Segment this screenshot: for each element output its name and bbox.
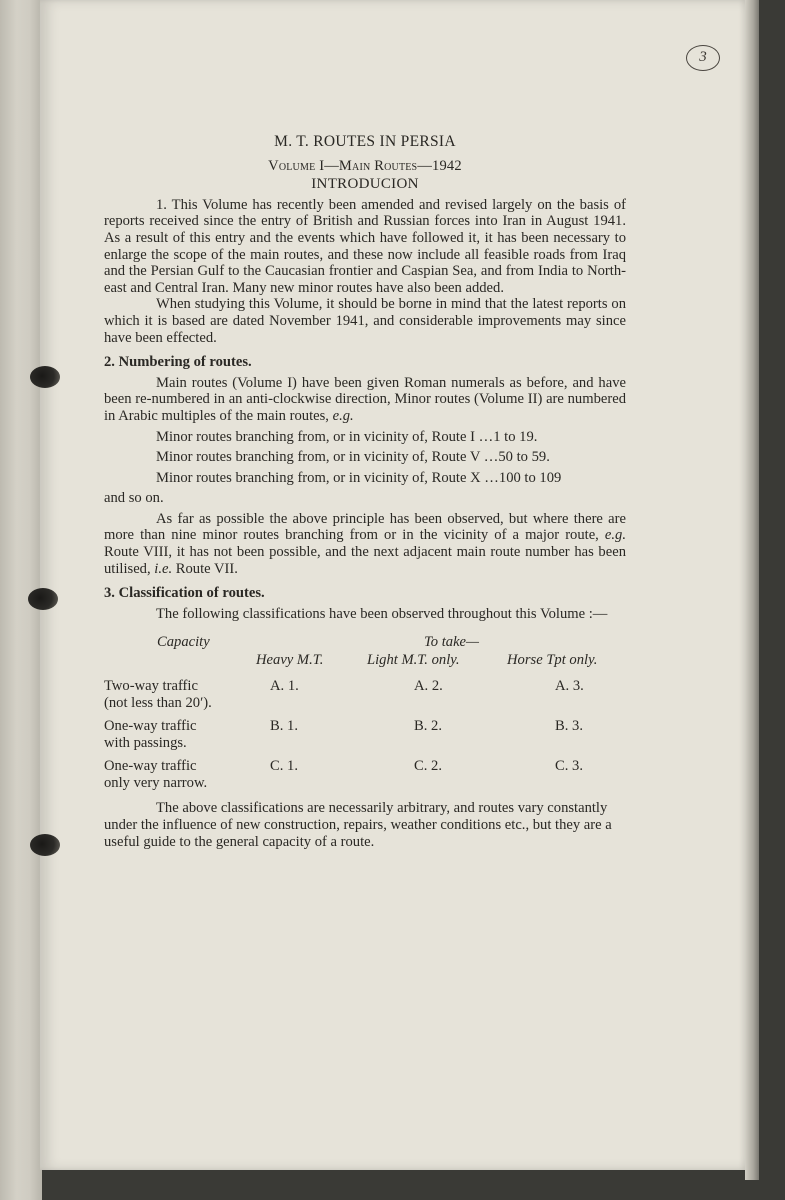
cell-light: B. 2. [414, 718, 442, 735]
numbering-example-3: Minor routes branching from, or in vicinity of, Route X …100 to 109 [156, 469, 562, 486]
column-heavy-mt: Heavy M.T. [256, 652, 324, 669]
ie-abbrev: i.e. [154, 560, 173, 577]
punch-hole [30, 834, 60, 856]
cell-heavy: A. 1. [270, 678, 299, 695]
cell-heavy: B. 1. [270, 718, 298, 735]
row-capacity-line2: (not less than 20′). [104, 695, 212, 712]
numbering-p2-b: Route VIII, it has not been possible, and the next adjacent main route number has been utilised, [104, 544, 626, 577]
section-heading-numbering: 2. Numbering of routes. [104, 354, 252, 371]
classification-lead: The following classifications have been observed throughout this Volume :— [156, 605, 608, 622]
row-capacity-line1: One-way traffic [104, 758, 197, 775]
classification-note: The above classifications are necessarily arbitrary, and routes vary constantly under the influence of new construction, repairs, weather conditions etc., but they are a useful guide to the general capacity of a route. [104, 800, 612, 850]
cell-horse: C. 3. [555, 758, 583, 775]
document-body [104, 133, 626, 850]
row-capacity-line1: Two-way traffic [104, 678, 198, 695]
capacity-label: Capacity [157, 634, 210, 651]
punch-hole [28, 588, 58, 610]
document-subtitle: Volume I—Main Routes—1942 [268, 157, 462, 174]
cell-light: A. 2. [414, 678, 443, 695]
column-light-mt: Light M.T. only. [367, 652, 460, 669]
column-horse-tpt: Horse Tpt only. [507, 652, 598, 669]
cell-light: C. 2. [414, 758, 442, 775]
numbering-paragraph-1-text: Main routes (Volume I) have been given Roman numerals as before, and have been re-numbered in an anti-clockwise direction, Minor routes (Volume II) are numbered in Arabic multiples of the main routes, [104, 374, 626, 424]
cell-heavy: C. 1. [270, 758, 298, 775]
punch-hole [30, 366, 60, 388]
numbering-paragraph-2 [104, 511, 626, 577]
intro-heading: INTRODUCION [311, 176, 419, 193]
to-take-label: To take— [424, 634, 480, 651]
section-heading-classification: 3. Classification of routes. [104, 585, 265, 602]
intro-paragraph-2: When studying this Volume, it should be borne in mind that the latest reports on which it is based are dated November 1941, and considerable improvements may since have been effected. [104, 296, 626, 346]
numbering-p2-c: Route VII. [172, 560, 238, 577]
and-so-on: and so on. [104, 490, 164, 507]
document-title: M. T. ROUTES IN PERSIA [274, 133, 456, 150]
eg-abbrev: e.g. [604, 527, 626, 544]
cell-horse: B. 3. [555, 718, 583, 735]
classification-table [104, 634, 626, 850]
numbering-paragraph-1 [104, 375, 626, 425]
eg-abbrev: e.g. [332, 407, 354, 424]
cell-horse: A. 3. [555, 678, 584, 695]
row-capacity-line1: One-way traffic [104, 718, 197, 735]
row-capacity-line2: only very narrow. [104, 775, 208, 792]
row-capacity-line2: with passings. [104, 735, 187, 752]
intro-paragraph-1: 1. This Volume has recently been amended and revised largely on the basis of reports received since the entry of British and Russian forces into Iran in August 1941. As a result of this entry and the events which have followed it, it has been necessary to enlarge the scope of the main routes, and these now include all feasible roads from Iraq and the Persian Gulf to the Caucasian frontier and Caspian Sea, and from India to North-east and Central Iran. Many new minor routes have also been added. [104, 196, 626, 296]
page-edge [745, 0, 759, 1180]
numbering-p2-a: As far as possible the above principle has been observed, but where there are more than nine minor routes branching from or in the vicinity of a major route, [104, 510, 626, 544]
folio-number: 3 [686, 45, 720, 71]
numbering-example-1: Minor routes branching from, or in vicinity of, Route I …1 to 19. [156, 428, 538, 445]
numbering-example-2: Minor routes branching from, or in vicinity of, Route V …50 to 59. [156, 449, 550, 466]
